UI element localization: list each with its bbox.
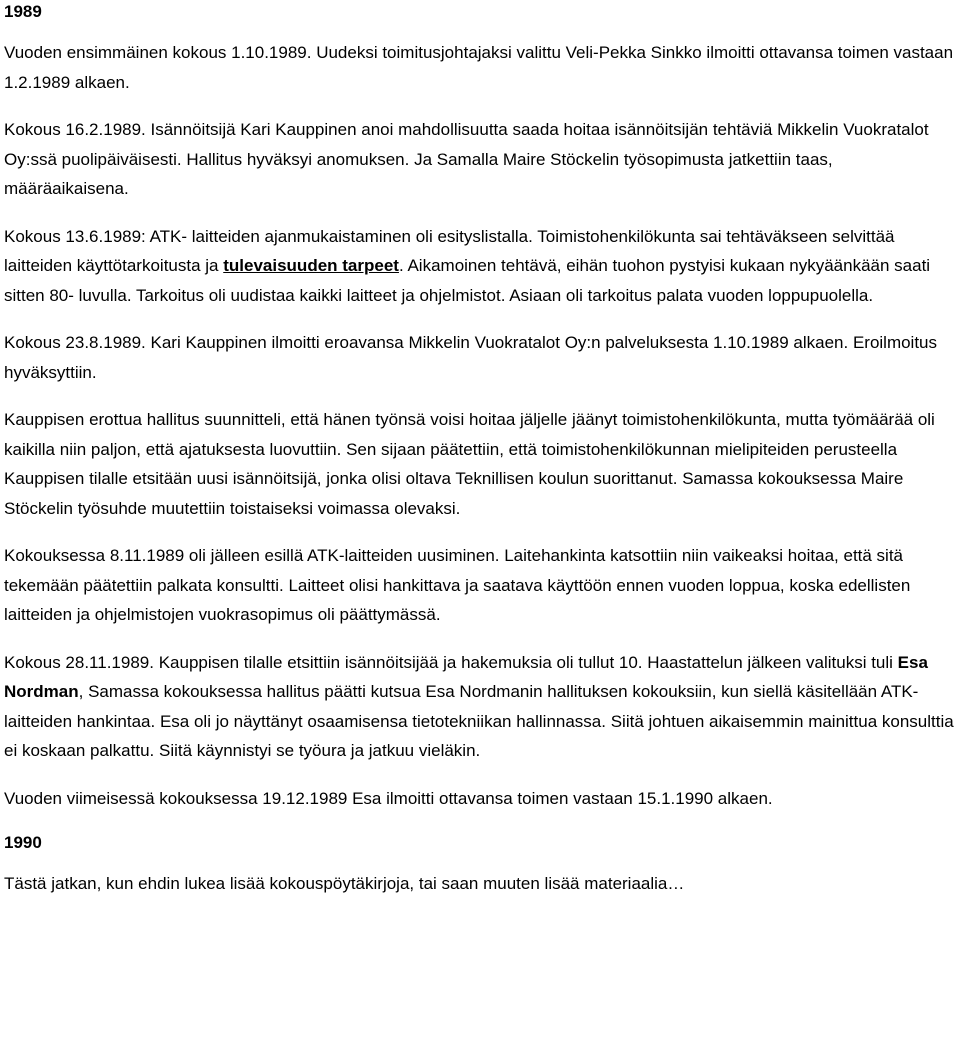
paragraph-meeting-28-11 xyxy=(4,648,954,766)
paragraph-meeting-16-2: Kokous 16.2.1989. Isännöitsijä Kari Kauppinen anoi mahdollisuutta saada hoitaa isännöitsijän tehtäviä Mikkelin Vuokratalot Oy:ssä puolipäiväisesti. Hallitus hyväksyi anomuksen. Ja Samalla Maire Stöckelin työsopimusta jatkettiin taas, määräaikaisena. xyxy=(4,120,929,198)
paragraph-text: Kokous 28.11.1989. Kauppisen tilalle etsittiin isännöitsijää ja hakemuksia oli tullut 10. Haastattelun jälkeen valituksi tuli xyxy=(4,652,898,672)
bold-name: Esa Nordman xyxy=(4,652,928,701)
paragraph-meeting-13-6 xyxy=(4,222,954,311)
year-heading-1990: 1990 xyxy=(4,833,42,852)
paragraph-last-meeting: Vuoden viimeisessä kokouksessa 19.12.1989 Esa ilmoitti ottavansa toimen vastaan 15.1.1990 alkaen. xyxy=(4,788,773,808)
paragraph-meeting-8-11: Kokouksessa 8.11.1989 oli jälleen esillä ATK-laitteiden uusiminen. Laitehankinta katsottiin niin vaikeaksi hoitaa, että sitä tekemään päätettiin palkata konsultti. Laitteet olisi hankittava ja saatava käyttöön ennen vuoden loppua, koska edellisten laitteiden ja ohjelmistojen vuokrasopimus oli päättymässä. xyxy=(4,546,911,624)
underlined-phrase: tulevaisuuden tarpeet xyxy=(223,256,399,275)
paragraph-first-meeting: Vuoden ensimmäinen kokous 1.10.1989. Uudeksi toimitusjohtajaksi valittu Veli-Pekka Sinkko ilmoitti ottavansa toimen vastaan 1.2.1989 alkaen. xyxy=(4,43,954,92)
paragraph-text: . Aikamoinen tehtävä, eihän tuohon pystyisi kukaan nykyäänkään saati sitten 80- luvulla. Tarkoitus oli uudistaa kaikki laitteet ja ohjelmistot. Asiaan oli tarkoitus palata vuoden loppupuolella. xyxy=(4,256,931,305)
paragraph-meeting-23-8: Kokous 23.8.1989. Kari Kauppinen ilmoitti eroavansa Mikkelin Vuokratalot Oy:n palveluksesta 1.10.1989 alkaen. Eroilmoitus hyväksyttiin. xyxy=(4,333,938,382)
paragraph-closing: Tästä jatkan, kun ehdin lukea lisää kokouspöytäkirjoja, tai saan muuten lisää materiaalia… xyxy=(4,874,685,893)
paragraph-after-resignation: Kauppisen erottua hallitus suunnitteli, että hänen työnsä voisi hoitaa jäljelle jäänyt toimistohenkilökunta, mutta työmäärää oli kaikilla niin paljon, että ajatuksesta luovuttiin. Sen sijaan päätettiin, että toimistohenkilökunnan mielipiteiden perusteella Kauppisen tilalle etsitään uusi isännöitsijä, jonka olisi oltava Teknillisen koulun suorittanut. Samassa kokouksessa Maire Stöckelin työsuhde muutettiin toistaiseksi voimassa olevaksi. xyxy=(4,410,935,518)
year-heading-1989: 1989 xyxy=(4,2,42,21)
paragraph-text: , Samassa kokouksessa hallitus päätti kutsua Esa Nordmanin hallituksen kokouksiin, kun siellä käsitellään ATK- laitteiden hankintaa. Esa oli jo näyttänyt osaamisensa tietotekniikan hallinnassa. Siitä johtuen aikaisemmin mainittua konsulttia ei koskaan palkattu. Siitä käynnistyi se työura ja jatkuu vieläkin. xyxy=(4,682,954,760)
paragraph-text: Kokous 13.6.1989: ATK- laitteiden ajanmukaistaminen oli esityslistalla. Toimistohenkilökunta sai tehtäväkseen selvittää laitteiden käyttötarkoitusta ja xyxy=(4,226,895,275)
